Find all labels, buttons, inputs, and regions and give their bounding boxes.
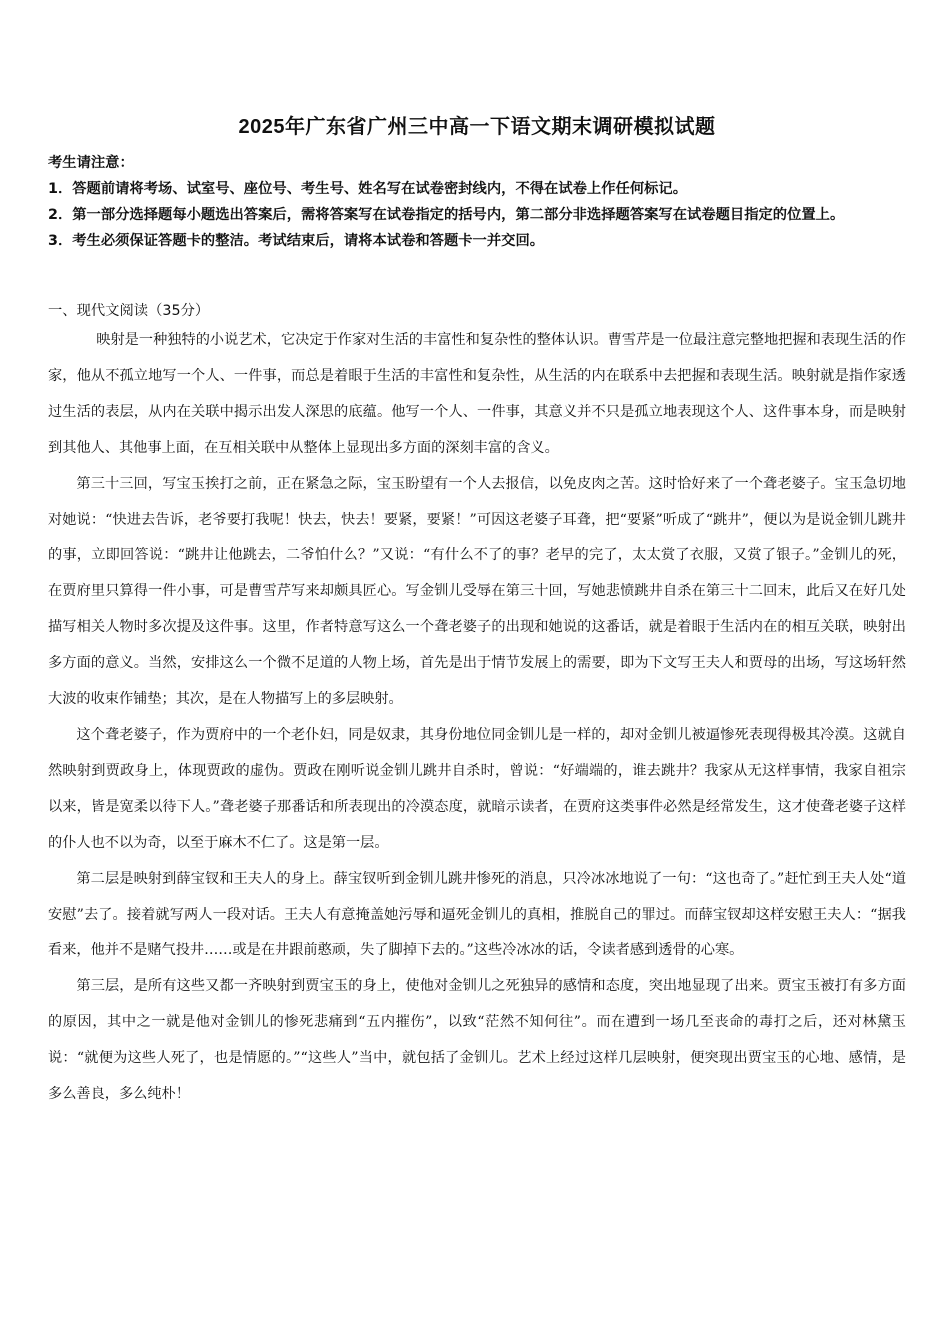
exam-title: 2025年广东省广州三中高一下语文期末调研模拟试题 xyxy=(238,116,716,138)
passage-paragraph-2: 第三十三回，写宝玉挨打之前，正在紧急之际，宝玉盼望有一个人去报信，以免皮肉之苦。这时恰好来了一个聋老婆子。宝玉急切地对她说：“快进去告诉，老爷要打我呢！快去，快去！要紧，要紧！”可因这老婆子耳聋，把“要紧”听成了“跳井”，便以为是说金钏儿跳井的事，立即回答说：“跳井让他跳去，二爷怕什么？”又说：“有什么不了的事？老早的完了，太太赏了衣服，又赏了银子。”金钏儿的死，在贾府里只算得一件小事，可是曹雪芹写来却颇具匠心。写金钏儿受辱在第三十回，写她悲愤跳井自杀在第三十二回末，此后又在好几处描写相关人物时多次提及这件事。这里，作者特意写这么一个聋老婆子的出现和她说的这番话，就是着眼于生活内在的相互关联，映射出多方面的意义。当然，安排这么一个微不足道的人物上场，首先是出于情节发展上的需要，即为下文写王夫人和贾母的出场，写这场轩然大波的收束作铺垫；其次，是在人物描写上的多层映射。 xyxy=(48,475,906,708)
passage-paragraph-4: 第二层是映射到薛宝钗和王夫人的身上。薛宝钗听到金钏儿跳井惨死的消息，只冷冰冰地说了一句：“这也奇了。”赶忙到王夫人处“道安慰”去了。接着就写两人一段对话。王夫人有意掩盖她污辱和逼死金钏儿的真相，推脱自己的罪过。而薛宝钗却这样安慰王夫人：“据我看来，他并不是赌气投井……或是在井跟前憨顽，失了脚掉下去的。”这些冷冰冰的话，令读者感到透骨的心寒。 xyxy=(48,870,906,959)
reading-passage xyxy=(48,323,906,1113)
notice-item-3: 3．考生必须保证答题卡的整洁。考试结束后，请将本试卷和答题卡一并交回。 xyxy=(48,233,545,249)
notice-heading: 考生请注意： xyxy=(48,155,134,171)
passage-paragraph-3: 这个聋老婆子，作为贾府中的一个老仆妇，同是奴隶，其身份地位同金钏儿是一样的，却对金钏儿被逼惨死表现得极其冷漠。这就自然映射到贾政身上，体现贾政的虚伪。贾政在刚听说金钏儿跳井自杀时，曾说：“好端端的，谁去跳井？我家从无这样事情，我家自祖宗以来，皆是宽柔以待下人。”聋老婆子那番话和所表现出的冷漠态度，就暗示读者，在贾府这类事件必然是经常发生，这才使聋老婆子这样的仆人也不以为奇，以至于麻木不仁了。这是第一层。 xyxy=(48,726,906,851)
passage-paragraph-1: 映射是一种独特的小说艺术，它决定于作家对生活的丰富性和复杂性的整体认识。曹雪芹是一位最注意完整地把握和表现生活的作家，他从不孤立地写一个人、一件事，而总是着眼于生活的丰富性和复杂性，从生活的内在联系中去把握和表现生活。映射就是指作家透过生活的表层，从内在关联中揭示出发人深思的底蕴。他写一个人、一件事，其意义并不只是孤立地表现这个人、这件事本身，而是映射到其他人、其他事上面，在互相关联中从整体上显现出多方面的深刻丰富的含义。 xyxy=(48,332,906,456)
passage-paragraph-5: 第三层，是所有这些又都一齐映射到贾宝玉的身上，使他对金钏儿之死独异的感情和态度，突出地显现了出来。贾宝玉被打有多方面的原因，其中之一就是他对金钏儿的惨死悲痛到“五内摧伤”，以致“茫然不知何往”。而在遭到一场几至丧命的毒打之后，还对林黛玉说：“就便为这些人死了，也是情愿的。”“这些人”当中，就包括了金钏儿。艺术上经过这样几层映射，便突现出贾宝玉的心地、感情，是多么善良，多么纯朴！ xyxy=(48,978,906,1103)
section-heading: 一、现代文阅读（35分） xyxy=(48,303,210,319)
candidate-notice xyxy=(48,150,906,254)
notice-item-1: 1．答题前请将考场、试室号、座位号、考生号、姓名写在试卷密封线内，不得在试卷上作任何标记。 xyxy=(48,181,688,197)
notice-item-2: 2．第一部分选择题每小题选出答案后，需将答案写在试卷指定的括号内，第二部分非选择题答案写在试卷题目指定的位置上。 xyxy=(48,207,845,223)
